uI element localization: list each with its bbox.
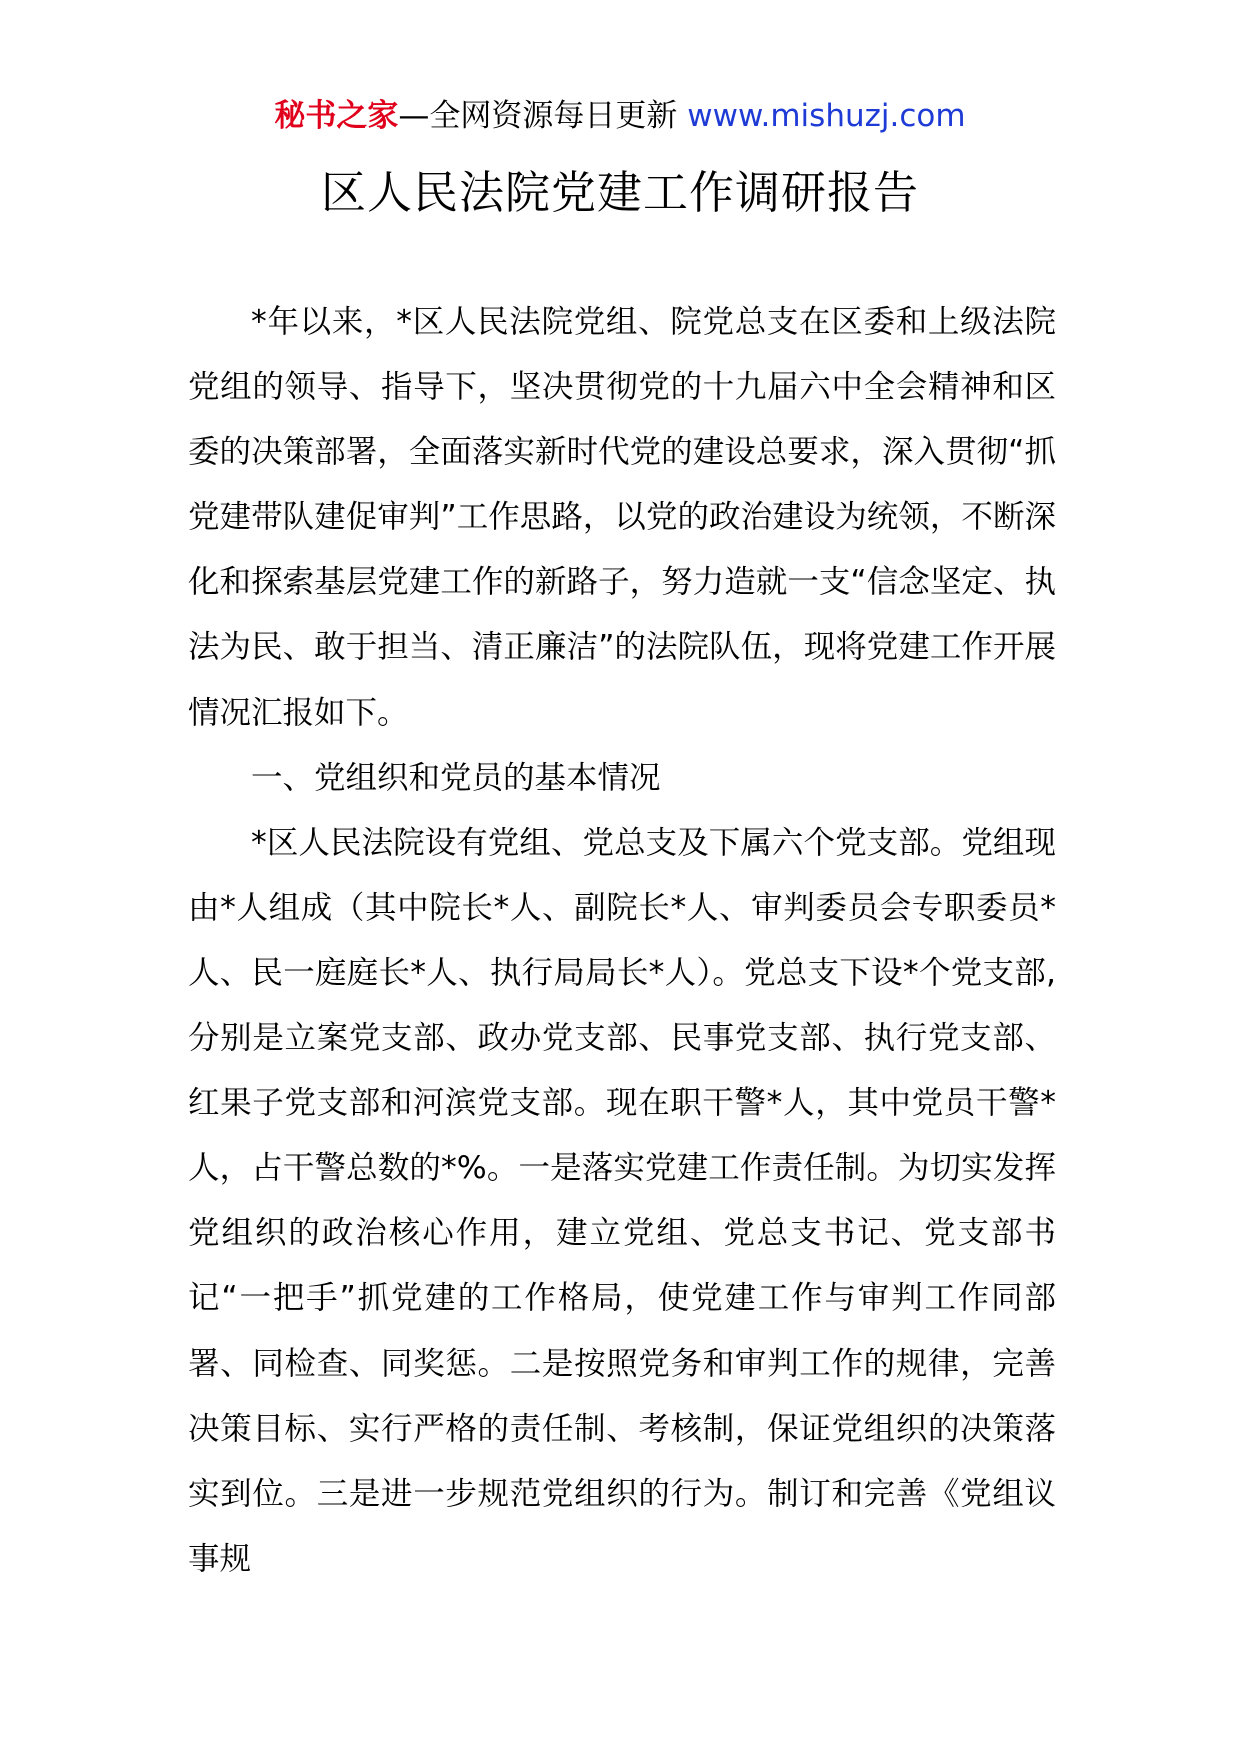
intro-paragraph: *年以来，*区人民法院党组、院党总支在区委和上级法院党组的领导、指导下，坚决贯彻党的十九届六中全会精神和区委的决策部署，全面落实新时代党的建设总要求，深入贯彻“抓党建带队建促审判”工作思路，以党的政治建设为统领，不断深化和探索基层党建工作的新路子，努力造就一支“信念坚定、执法为民、敢于担当、清正廉洁”的法院队伍，现将党建工作开展情况汇报如下。 (188, 304, 1056, 731)
document-title: 区人民法院党建工作调研报告 (320, 166, 919, 219)
site-header (0, 96, 1240, 136)
brand-name: 秘书之家 (274, 98, 399, 134)
document-body (188, 290, 1056, 1592)
site-url-link[interactable]: www.mishuzj.com (687, 98, 966, 134)
section-heading: 一、党组织和党员的基本情况 (251, 759, 661, 796)
body-paragraph: *区人民法院设有党组、党总支及下属六个党支部。党组现由*人组成（其中院长*人、副院长*人、审判委员会专职委员*人、民一庭庭长*人、执行局局长*人）。党总支下设*个党支部,分别是立案党支部、政办党支部、民事党支部、执行党支部、红果子党支部和河滨党支部。现在职干警*人，其中党员干警*人，占干警总数的*%。一是落实党建工作责任制。为切实发挥党组织的政治核心作用，建立党组、党总支书记、党支部书记“一把手”抓党建的工作格局，使党建工作与审判工作同部署、同检查、同奖惩。二是按照党务和审判工作的规律，完善决策目标、实行严格的责任制、考核制，保证党组织的决策落实到位。三是进一步规范党组织的行为。制订和完善《党组议事规 (188, 824, 1056, 1577)
header-tagline: —全网资源每日更新 (398, 98, 678, 134)
